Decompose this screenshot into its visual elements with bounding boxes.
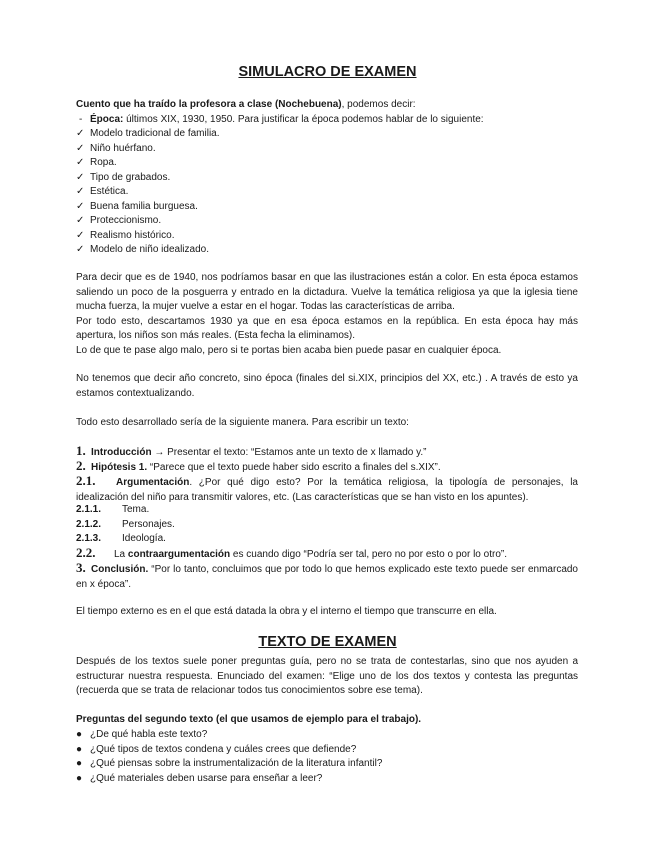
epoca-text: últimos XIX, 1930, 1950. Para justificar la época podemos hablar de lo siguiente: bbox=[123, 114, 484, 125]
paragraph: Todo esto desarrollado sería de la siguiente manera. Para escribir un texto: bbox=[76, 417, 409, 428]
outline-introduccion bbox=[76, 444, 427, 459]
contra-text: es cuando digo “Podría ser tal, pero no por esto o por lo otro”. bbox=[230, 549, 507, 560]
list-item bbox=[76, 743, 356, 756]
list-item-text: Realismo histórico. bbox=[90, 230, 175, 241]
outline-number: 2.1. bbox=[76, 473, 96, 488]
list-item bbox=[76, 214, 161, 227]
list-item bbox=[76, 171, 170, 184]
intro-rest: , podemos decir: bbox=[341, 99, 416, 110]
checkmark-icon: ✓ bbox=[76, 157, 85, 168]
contra-label: contraargumentación bbox=[127, 549, 231, 560]
checkmark-icon: ✓ bbox=[76, 230, 85, 241]
paragraph: No tenemos que decir año concreto, sino época (finales del si.XIX, principios del XX, etc.) . A través de esto ya estamos contextualizando. bbox=[76, 373, 578, 399]
preguntas-heading-text: Preguntas del segundo texto (el que usamos de ejemplo para el trabajo). bbox=[76, 714, 422, 725]
list-item-text: Tipo de grabados. bbox=[90, 172, 171, 183]
introduccion-text: Presentar el texto: “Estamos ante un texto de x llamado y.” bbox=[164, 447, 427, 458]
bullet-icon: ● bbox=[76, 744, 83, 755]
list-item bbox=[76, 243, 209, 256]
page-title: SIMULACRO DE EXAMEN bbox=[238, 64, 417, 80]
list-item bbox=[76, 728, 207, 741]
paragraph: Lo de que te pase algo malo, pero si te portas bien acaba bien puede pasar en cualquier época. bbox=[76, 344, 502, 356]
sub-number: 2.1.2. bbox=[76, 519, 102, 530]
list-item bbox=[76, 229, 174, 242]
outline-contraargumentacion bbox=[76, 546, 507, 561]
list-item-text: Ropa. bbox=[90, 157, 117, 168]
argumentacion-label: Argumentación bbox=[116, 477, 190, 488]
outline-conclusion bbox=[76, 561, 578, 592]
sub-number: 2.1.3. bbox=[76, 533, 102, 544]
preguntas-heading bbox=[76, 713, 421, 726]
checkmark-icon: ✓ bbox=[76, 128, 85, 139]
sub-text: Personajes. bbox=[122, 519, 175, 530]
paragraph-block bbox=[76, 271, 578, 358]
list-item-text: Modelo tradicional de familia. bbox=[90, 128, 220, 139]
bullet-icon: ● bbox=[76, 773, 83, 784]
list-item-text: Buena familia burguesa. bbox=[90, 201, 198, 212]
list-item bbox=[76, 200, 198, 213]
section-title: TEXTO DE EXAMEN bbox=[258, 634, 397, 650]
paragraph: Después de los textos suele poner preguntas guía, pero no se trata de contestarlas, sino que nos ayuden a estructurar nuestra respuesta. Enunciado del examen: “Elige uno de los dos textos y contesta las preguntas (recuerda que se trata de relacionar todos tus conocimientos sobre ese tema). bbox=[76, 656, 578, 696]
hipotesis-text: “Parece que el texto puede haber sido escrito a finales del s.XIX”. bbox=[147, 462, 441, 473]
bullet-icon: ● bbox=[76, 729, 83, 740]
epoca-label: Época: bbox=[90, 114, 124, 125]
checkmark-icon: ✓ bbox=[76, 201, 85, 212]
outline-number: 3. bbox=[76, 560, 86, 575]
checkmark-icon: ✓ bbox=[76, 186, 85, 197]
bullet-icon: ● bbox=[76, 758, 83, 769]
introduccion-label: Introducción bbox=[91, 447, 152, 458]
epoca-line bbox=[76, 113, 484, 126]
list-item-text: ¿Qué tipos de textos condena y cuáles crees que defiende? bbox=[90, 744, 357, 755]
list-item bbox=[76, 185, 128, 198]
outline-sub-item bbox=[76, 518, 175, 531]
hipotesis-label: Hipótesis 1. bbox=[91, 462, 148, 473]
list-item bbox=[76, 127, 220, 140]
list-item bbox=[76, 156, 117, 169]
checkmark-icon: ✓ bbox=[76, 244, 85, 255]
checkmark-icon: ✓ bbox=[76, 172, 85, 183]
outline-number: 1. bbox=[76, 443, 86, 458]
list-item bbox=[76, 142, 156, 155]
checkmark-icon: ✓ bbox=[76, 215, 85, 226]
checkmark-icon: ✓ bbox=[76, 143, 85, 154]
paragraph: Para decir que es de 1940, nos podríamos basar en que las ilustraciones están a color. En esta época estamos saliendo un poco de la posguerra y entrado en la dictadura. Vuelve la temática religiosa ya que la iglesia tiene mucha fuerza, la mujer vuelve a estar en el hogar. Todas las características de arriba. bbox=[76, 272, 578, 312]
list-item-text: Estética. bbox=[90, 186, 129, 197]
arrow-icon: → bbox=[154, 447, 165, 458]
list-item-text: ¿Qué materiales deben usarse para enseñar a leer? bbox=[90, 773, 323, 784]
list-item-text: Proteccionismo. bbox=[90, 215, 162, 226]
intro-line bbox=[76, 98, 416, 111]
sub-text: Ideología. bbox=[122, 533, 166, 544]
contra-pre: La bbox=[114, 549, 128, 560]
list-item bbox=[76, 772, 322, 785]
outline-number: 2. bbox=[76, 458, 86, 473]
sub-text: Tema. bbox=[122, 504, 150, 515]
paragraph: El tiempo externo es en el que está datada la obra y el interno el tiempo que transcurre en ella. bbox=[76, 606, 497, 617]
conclusion-label: Conclusión. bbox=[91, 564, 149, 575]
list-item-text: ¿Qué piensas sobre la instrumentalización de la literatura infantil? bbox=[90, 758, 383, 769]
intro-bold: Cuento que ha traído la profesora a clase (Nochebuena) bbox=[76, 99, 342, 110]
conclusion-text: “Por lo tanto, concluimos que por todo lo que hemos explicado este texto puede ser enmarcado en x época”. bbox=[76, 564, 578, 590]
list-item-text: Niño huérfano. bbox=[90, 143, 156, 154]
list-item-text: Modelo de niño idealizado. bbox=[90, 244, 209, 255]
list-item-text: ¿De qué habla este texto? bbox=[90, 729, 208, 740]
sub-number: 2.1.1. bbox=[76, 504, 102, 515]
outline-sub-item bbox=[76, 532, 166, 545]
argumentacion-text: . ¿Por qué digo esto? Por la temática religiosa, la tipología de personajes, la idealización del niño para transmitir valores, etc. (Las características que se han visto en los apuntes). bbox=[76, 477, 578, 503]
outline-argumentacion bbox=[76, 474, 578, 505]
list-item bbox=[76, 757, 382, 770]
epoca-bullet: - bbox=[79, 114, 83, 125]
outline-sub-item bbox=[76, 503, 149, 516]
outline-number: 2.2. bbox=[76, 545, 96, 560]
paragraph: Por todo esto, descartamos 1930 ya que en esa época estamos en la república. En esta época hay más apertura, los niños son más reales. (Esta fecha la eliminamos). bbox=[76, 315, 578, 341]
outline-hipotesis bbox=[76, 459, 441, 474]
